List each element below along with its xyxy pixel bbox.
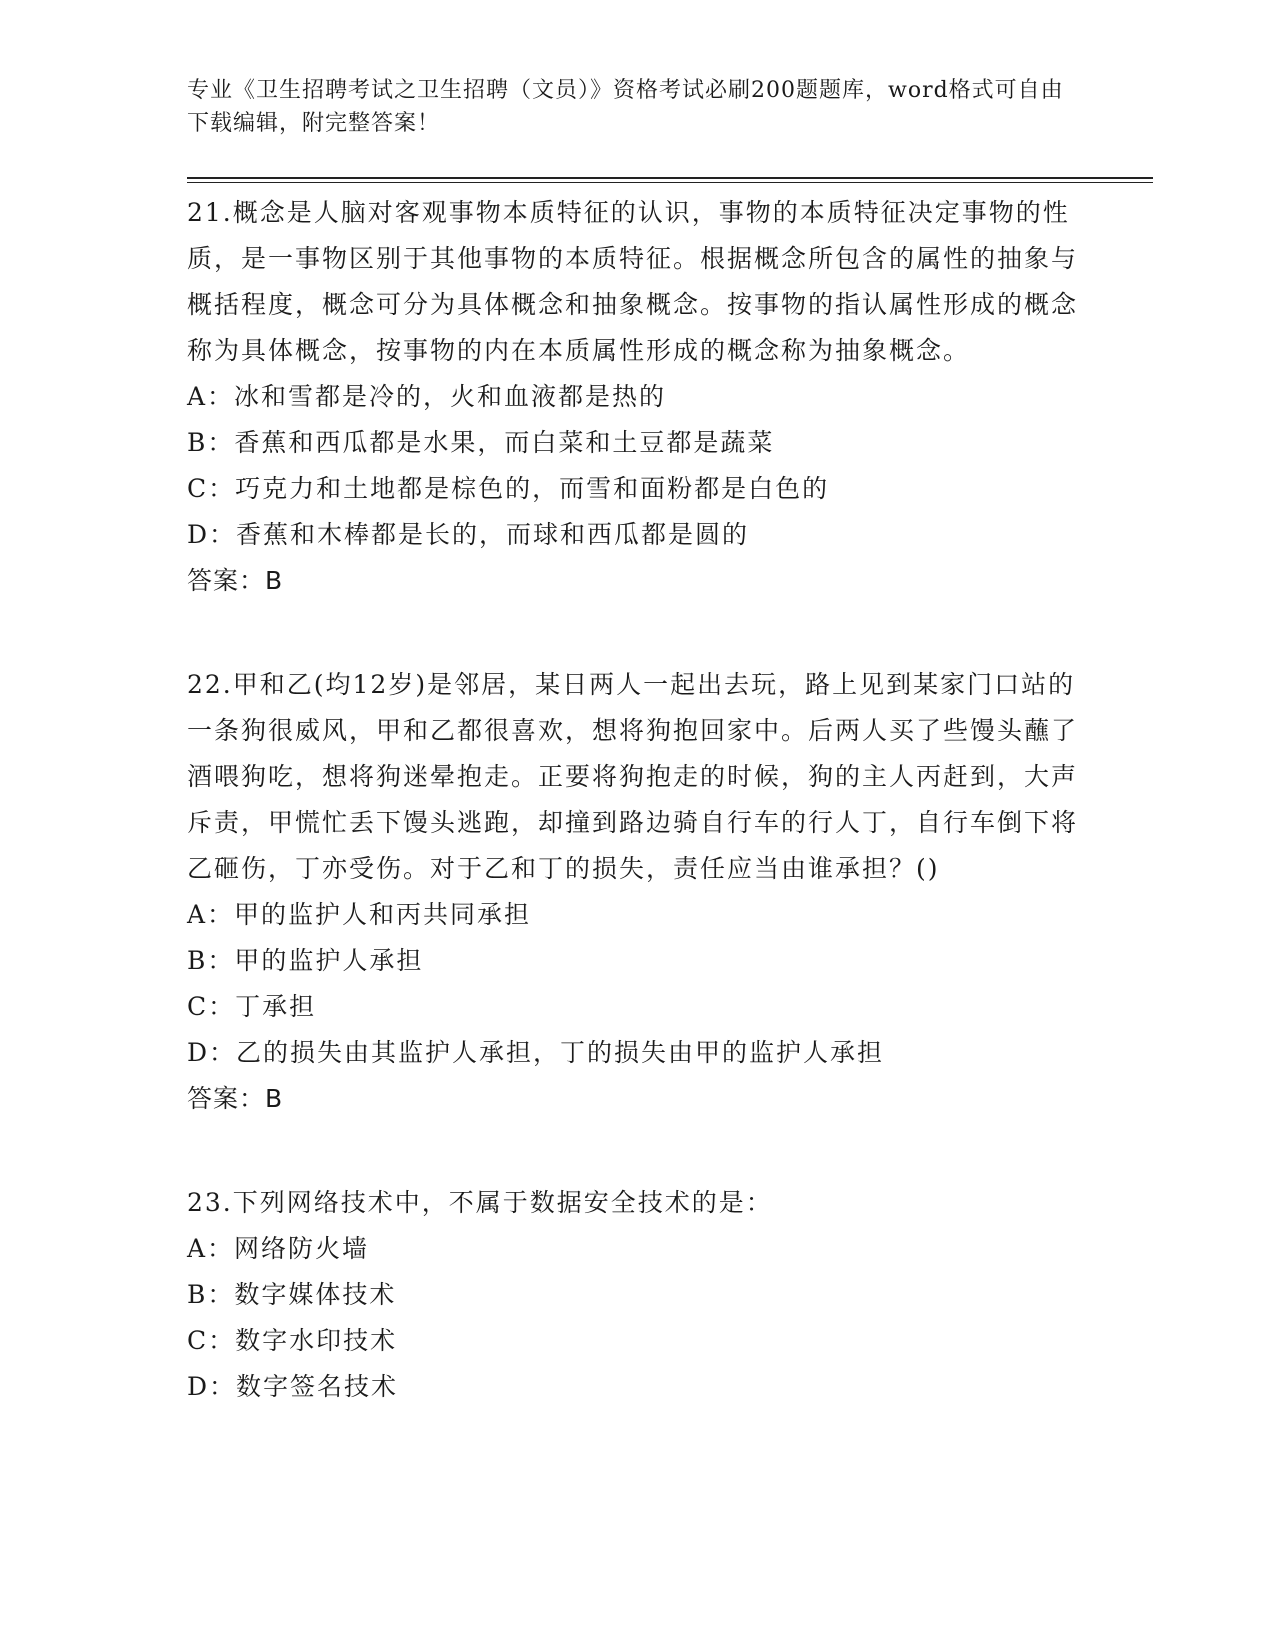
option-d: D：数字签名技术: [187, 1372, 399, 1401]
option-c: C：巧克力和土地都是棕色的，而雪和面粉都是白色的: [187, 474, 830, 503]
option-d: D：乙的损失由其监护人承担，丁的损失由甲的监护人承担: [187, 1038, 885, 1067]
page-header-title: 专业《卫生招聘考试之卫生招聘（文员）》资格考试必刷200题题库，word格式可自由下载编辑，附完整答案！: [187, 78, 1064, 136]
option-a: A：甲的监护人和丙共同承担: [187, 900, 532, 929]
option-a: A：冰和雪都是冷的，火和血液都是热的: [187, 382, 667, 411]
question-stem: 21.概念是人脑对客观事物本质特征的认识，事物的本质特征决定事物的性质，是一事物区别于其他事物的本质特征。根据概念所包含的属性的抽象与概括程度，概念可分为具体概念和抽象概念。按事物的指认属性形成的概念称为具体概念，按事物的内在本质属性形成的概念称为抽象概念。: [187, 198, 1079, 365]
question-spacer: [187, 1122, 1087, 1180]
option-b: B：甲的监护人承担: [187, 946, 424, 975]
question-22: [187, 662, 1087, 1122]
question-stem: 22.甲和乙(均12岁)是邻居，某日两人一起出去玩，路上见到某家门口站的一条狗很威风，甲和乙都很喜欢，想将狗抱回家中。后两人买了些馒头蘸了酒喂狗吃，想将狗迷晕抱走。正要将狗抱走的时候，狗的主人丙赶到，大声斥责，甲慌忙丢下馒头逃跑，却撞到路边骑自行车的行人丁，自行车倒下将乙砸伤，丁亦受伤。对于乙和丁的损失，责任应当由谁承担？(): [187, 670, 1079, 883]
option-b: B：香蕉和西瓜都是水果，而白菜和土豆都是蔬菜: [187, 428, 775, 457]
question-23: [187, 1180, 1087, 1410]
answer-line: 答案：B: [187, 1084, 284, 1113]
option-c: C：丁承担: [187, 992, 317, 1021]
question-spacer: [187, 604, 1087, 662]
header-divider-thick: [187, 177, 1153, 179]
answer-line: 答案：B: [187, 566, 284, 595]
option-a: A：网络防火墙: [187, 1234, 370, 1263]
header-divider-thin: [187, 182, 1153, 183]
question-stem: 23.下列网络技术中，不属于数据安全技术的是：: [187, 1188, 773, 1217]
option-b: B：数字媒体技术: [187, 1280, 397, 1309]
option-c: C：数字水印技术: [187, 1326, 398, 1355]
option-d: D：香蕉和木棒都是长的，而球和西瓜都是圆的: [187, 520, 750, 549]
question-list: [187, 190, 1087, 1410]
question-21: [187, 190, 1087, 604]
